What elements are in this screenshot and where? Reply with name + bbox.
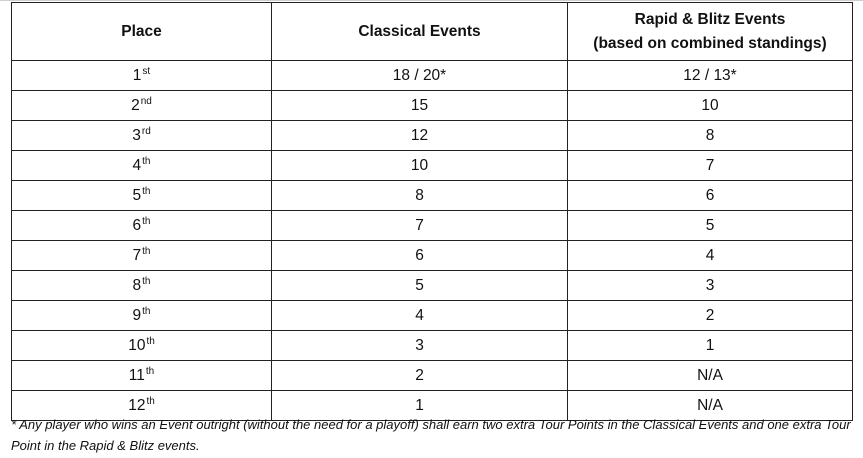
cell-classical-points: 4	[272, 301, 568, 331]
cell-place	[12, 151, 272, 181]
cell-classical-points: 8	[272, 181, 568, 211]
table-row	[12, 121, 853, 151]
table-row	[12, 241, 853, 271]
cell-classical-points: 3	[272, 331, 568, 361]
table-row	[12, 181, 853, 211]
place-number: 12	[128, 397, 146, 414]
cell-rapid-blitz-points: 8	[568, 121, 853, 151]
place-number: 11	[128, 367, 145, 384]
cell-rapid-blitz-points: 5	[568, 211, 853, 241]
cell-place	[12, 361, 272, 391]
table-row	[12, 61, 853, 91]
place-ordinal-suffix: th	[142, 246, 151, 257]
cell-place	[12, 301, 272, 331]
cell-classical-points: 12	[272, 121, 568, 151]
place-number: 7	[132, 247, 142, 264]
place-ordinal-suffix: th	[142, 306, 151, 317]
place-ordinal-suffix: th	[142, 216, 151, 227]
cell-classical-points: 10	[272, 151, 568, 181]
table-row	[12, 361, 853, 391]
header-rapid-blitz-events	[568, 3, 853, 61]
cell-place	[12, 121, 272, 151]
table-row	[12, 331, 853, 361]
place-ordinal-suffix: nd	[140, 96, 152, 107]
cell-rapid-blitz-points: N/A	[568, 361, 853, 391]
cell-rapid-blitz-points: 10	[568, 91, 853, 121]
table-body	[12, 61, 853, 421]
place-number: 9	[132, 307, 142, 324]
place-number: 6	[132, 217, 142, 234]
table-row	[12, 211, 853, 241]
place-ordinal-suffix: th	[142, 156, 151, 167]
header-rapid-blitz-title: Rapid & Blitz Events	[634, 10, 786, 28]
cell-place	[12, 61, 272, 91]
cell-place	[12, 181, 272, 211]
header-place: Place	[12, 3, 272, 61]
cell-rapid-blitz-points: 7	[568, 151, 853, 181]
cell-rapid-blitz-points: 1	[568, 331, 853, 361]
cell-place	[12, 91, 272, 121]
cell-rapid-blitz-points: 2	[568, 301, 853, 331]
place-ordinal-suffix: th	[146, 336, 155, 347]
cell-rapid-blitz-points: 4	[568, 241, 853, 271]
place-number: 5	[132, 187, 142, 204]
cell-rapid-blitz-points: 12 / 13*	[568, 61, 853, 91]
place-number: 8	[132, 277, 142, 294]
place-ordinal-suffix: th	[146, 396, 155, 407]
cell-place	[12, 241, 272, 271]
place-ordinal-suffix: rd	[141, 126, 151, 137]
header-classical-events: Classical Events	[272, 3, 568, 61]
cell-rapid-blitz-points: 3	[568, 271, 853, 301]
cell-rapid-blitz-points: N/A	[568, 391, 853, 421]
table-row	[12, 271, 853, 301]
cell-classical-points: 5	[272, 271, 568, 301]
cell-classical-points: 6	[272, 241, 568, 271]
cell-classical-points: 18 / 20*	[272, 61, 568, 91]
place-ordinal-suffix: th	[142, 276, 151, 287]
tour-points-table	[11, 2, 853, 421]
footnote: * Any player who wins an Event outright (without the need for a playoff) shall earn two extra Tour Points in the Classical Events and one extra Tour Point in the Rapid & Blitz events.	[11, 417, 851, 453]
table-row	[12, 301, 853, 331]
place-ordinal-suffix: st	[142, 66, 151, 77]
cell-rapid-blitz-points: 6	[568, 181, 853, 211]
header-rapid-blitz-note: (based on combined standings)	[593, 34, 827, 52]
place-ordinal-suffix: th	[142, 186, 151, 197]
cell-classical-points: 15	[272, 91, 568, 121]
place-number: 4	[132, 157, 142, 174]
cell-place	[12, 331, 272, 361]
cell-place	[12, 211, 272, 241]
header-row	[12, 3, 853, 61]
table-row	[12, 151, 853, 181]
place-number: 1	[132, 67, 142, 84]
cell-classical-points: 1	[272, 391, 568, 421]
place-number: 10	[128, 337, 146, 354]
place-ordinal-suffix: th	[145, 366, 155, 377]
cell-classical-points: 2	[272, 361, 568, 391]
table-row	[12, 91, 853, 121]
table-header	[12, 3, 853, 61]
cell-classical-points: 7	[272, 211, 568, 241]
place-number: 2	[131, 97, 140, 114]
place-number: 3	[132, 127, 141, 144]
cell-place	[12, 271, 272, 301]
page-top-border	[0, 0, 863, 1]
